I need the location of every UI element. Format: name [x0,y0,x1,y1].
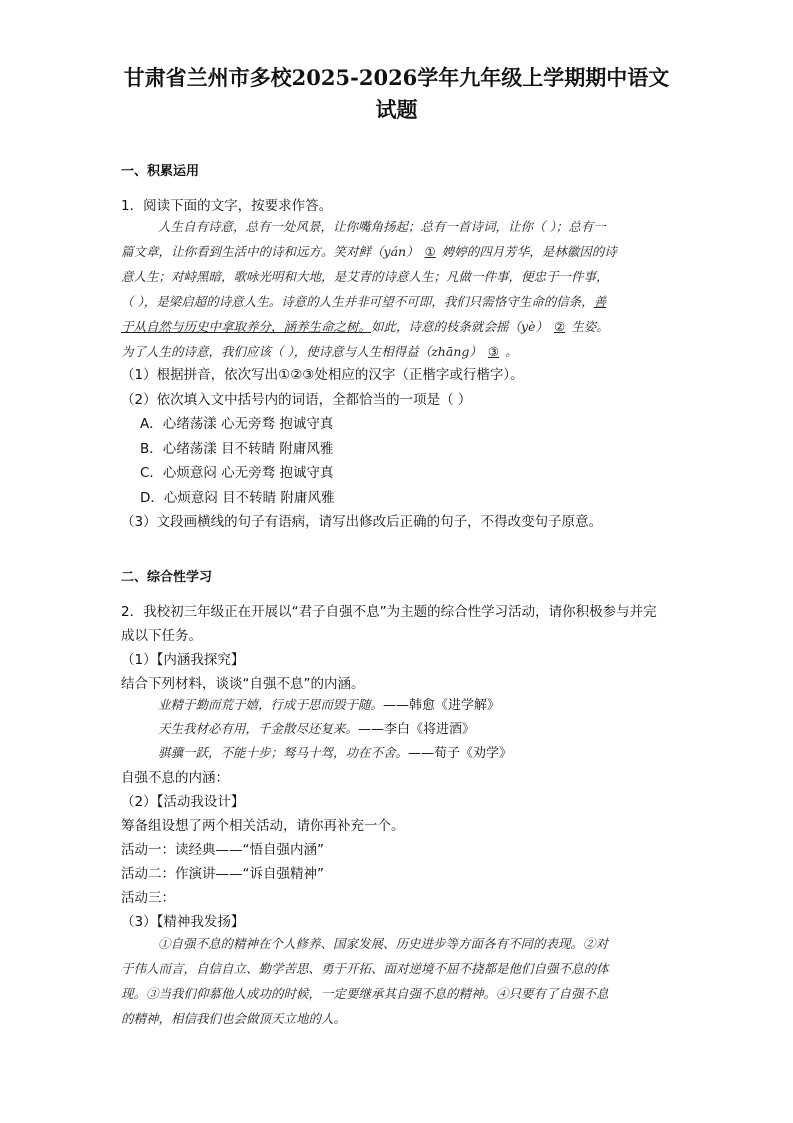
quote-text: 天生我材必有用，千金散尽还复来。 [158,721,359,736]
passage-text: 生姿。 [571,319,609,334]
passage-line-3: 意人生；对峙黑暗，歌咏光明和大地，是艾青的诗意人生；凡做一件事，便忠于一件事， [121,269,609,284]
passage-line-2 [121,242,617,260]
question-1-stem: 1．阅读下面的文字，按要求作答。 [121,198,333,214]
title-line-2: 试题 [375,97,418,122]
passage-line-5 [121,317,609,335]
task-3-line-4: 的精神，相信我们也会做顶天立地的人。 [121,1011,347,1026]
activity-3: 活动三： [121,890,175,906]
question-1-sub-2: （2）依次填入文中括号内的词语，全都恰当的一项是（ ） [121,392,472,408]
quote-3 [158,742,512,761]
passage-text: （ ），是梁启超的诗意人生。诗意的人生并非可望不可即，我们只需恪守生命的信条， [121,294,594,309]
quote-source: ——李白《将进酒》 [358,722,476,737]
task-3-line-2: 于伟人而言，自信自立、勤学苦思、勇于开拓、面对逆境不屈不挠都是他们自强不息的体 [121,961,609,976]
task-3-heading: （3）【精神我发扬】 [121,914,245,930]
passage-text: 娉婷的四月芳华，是林徽因的诗 [441,244,617,259]
activity-1: 活动一：读经典——“悟自强内涵” [121,842,324,858]
blank-2: ② [553,319,566,334]
quote-source: ——荀子《劝学》 [408,746,513,761]
page-title [60,62,733,126]
question-2-stem-line-1: 2．我校初三年级正在开展以“君子自强不息”为主题的综合性学习活动，请你积极参与并完 [121,604,657,620]
passage-line-6 [121,342,518,360]
underlined-sentence: 善 [593,294,607,309]
section-heading-1: 一、积累运用 [121,164,200,179]
task-2-prompt: 筹备组设想了两个相关活动，请你再补充一个。 [121,818,405,834]
passage-text: 为了人生的诗意，我们应该（ ），使诗意与人生相得益（zhāng） [121,344,482,359]
task-1-prompt: 结合下列材料，谈谈“自强不息”的内涵。 [121,676,365,692]
underlined-sentence: 于从自然与历史中拿取养分，涵养生命之树。 [121,319,372,334]
quote-text: 业精于勤而荒于嬉，行成于思而毁于随。 [158,697,384,712]
option-d: D．心烦意闷 目不转睛 附庸风雅 [140,490,335,506]
task-3-line-1: ①自强不息的精神在个人修养、国家发展、历史进步等方面各有不同的表现。②对 [158,936,609,951]
task-3-line-3: 现。③当我们仰慕他人成功的时候，一定要继承其自强不息的精神。④只要有了自强不息 [121,986,609,1001]
passage-line-1: 人生自有诗意，总有一处风景，让你嘴角扬起；总有一首诗词，让你（ ）；总有一 [158,219,606,234]
section-heading-2: 二、综合性学习 [121,570,213,585]
task-1-heading: （1）【内涵我探究】 [121,652,245,668]
passage-text: 如此，诗意的枝条就会摇（yè） [371,319,548,334]
passage-text: 。 [505,344,518,359]
title-line-1: 甘肃省兰州市多校2025-2026学年九年级上学期期中语文 [123,65,670,90]
passage-line-4 [121,292,606,310]
question-2-stem-line-2: 成以下任务。 [121,628,202,644]
activity-2: 活动二：作演讲——“诉自强精神” [121,866,324,882]
option-b: B．心绪荡漾 目不转睛 附庸风雅 [140,441,334,457]
option-a: A．心绪荡漾 心无旁骛 抱诚守真 [140,416,334,432]
passage-text: 篇文章，让你看到生活中的诗和远方。笑对鲜（yán） [121,244,419,259]
quote-text: 骐骥一跃，不能十步；驽马十驾，功在不舍。 [158,745,409,760]
question-1-sub-1: （1）根据拼音，依次写出①②③处相应的汉字（正楷字或行楷字）。 [121,367,524,383]
blank-1: ① [424,244,436,259]
option-c: C．心烦意闷 心无旁骛 抱诚守真 [140,465,334,481]
question-1-sub-3: （3）文段画横线的句子有语病，请写出修改后正确的句子，不得改变句子原意。 [121,514,603,530]
quote-1 [158,694,500,713]
quote-2 [158,718,475,737]
quote-source: ——韩愈《进学解》 [383,698,501,713]
blank-3: ③ [487,344,500,359]
task-1-answer-label: 自强不息的内涵： [121,770,229,786]
task-2-heading: （2）【活动我设计】 [121,794,245,810]
